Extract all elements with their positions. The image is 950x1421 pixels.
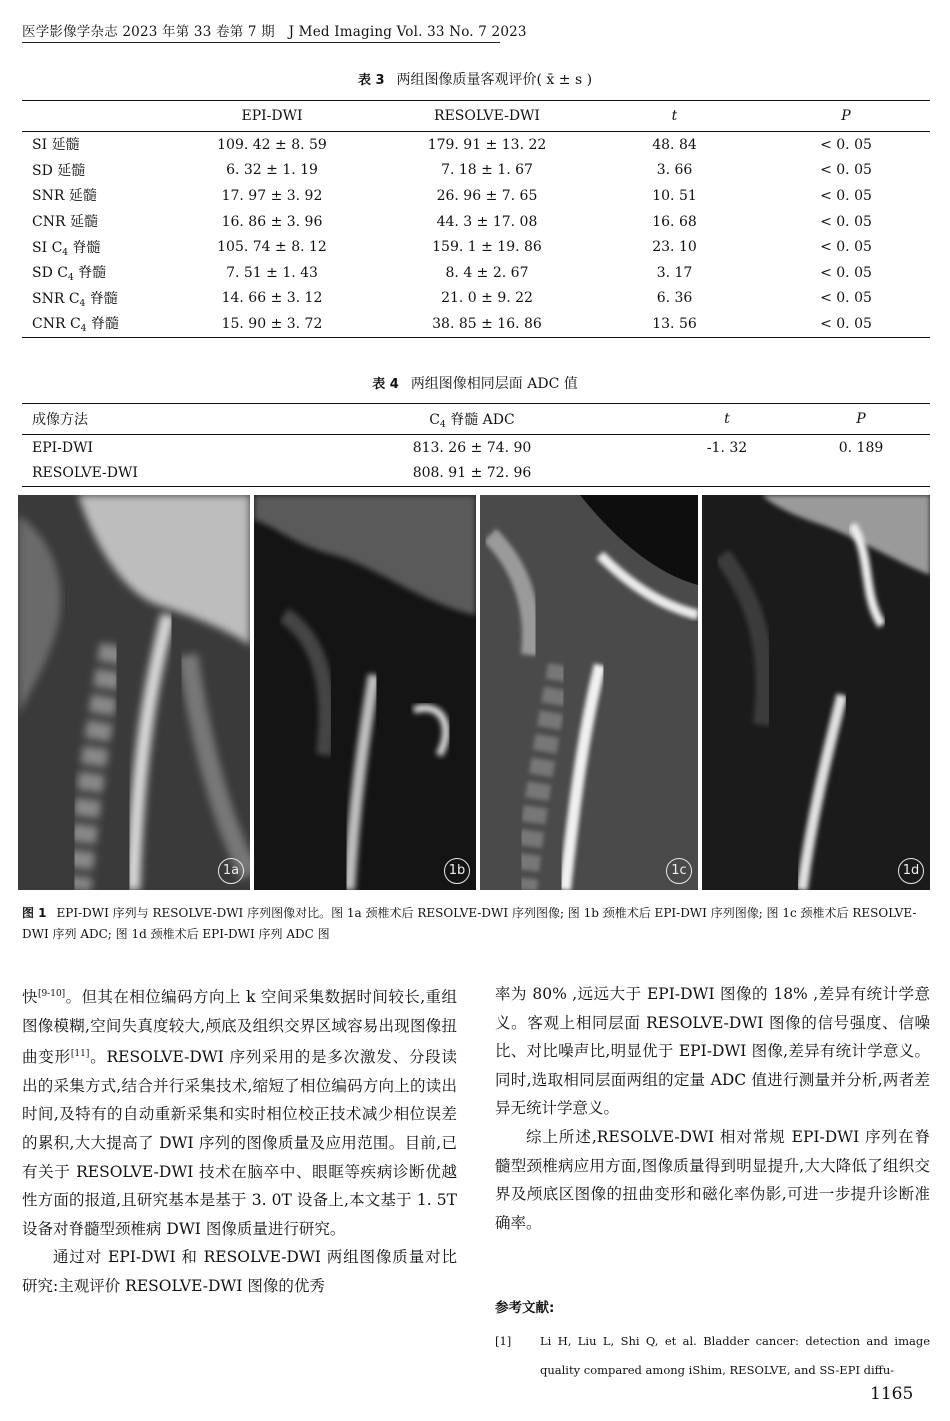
- p-value: < 0. 05: [820, 264, 872, 281]
- header-rule: [22, 42, 500, 43]
- mri-panel-1d: [702, 495, 930, 890]
- table4-row: [22, 435, 930, 461]
- t-value: 10. 51: [652, 187, 697, 204]
- mri-image-1a: [18, 495, 250, 890]
- table3-row: [22, 132, 930, 158]
- method: EPI-DWI: [32, 439, 94, 456]
- panel-label-1b: 1b: [444, 858, 470, 884]
- table3-row: [22, 158, 930, 184]
- table4-row: [22, 461, 930, 487]
- t-value: 23. 10: [652, 239, 697, 256]
- t-value: 13. 56: [652, 315, 697, 332]
- row-label: SI 延髓: [32, 137, 80, 154]
- t-value: 48. 84: [652, 136, 697, 153]
- p-value: < 0. 05: [820, 290, 872, 307]
- running-header: 医学影像学杂志 2023 年第 33 卷第 7 期 J Med Imaging Vol. 33 No. 7 2023: [22, 24, 527, 40]
- mri-panel-1b: [254, 495, 476, 890]
- resolve-dwi-value: 7. 18 ± 1. 67: [441, 162, 533, 179]
- table3-caption: [0, 69, 950, 89]
- table4-header-method: 成像方法: [32, 412, 88, 428]
- p-value: < 0. 05: [820, 213, 872, 230]
- row-label: SD $C_4$ 脊髓: [32, 265, 107, 284]
- reference-text: Li H, Liu L, Shi Q, et al. Bladder cancer: detection and image quality compared among iShim, RESOLVE, and SS-EPI diffu-: [540, 1334, 930, 1377]
- p-value: < 0. 05: [820, 187, 872, 204]
- table3-header-1: EPI-DWI: [241, 108, 303, 124]
- mri-image-1b: [254, 495, 476, 890]
- mri-panel-1a: [18, 495, 250, 890]
- resolve-dwi-value: 44. 3 ± 17. 08: [436, 213, 538, 230]
- table3-row: [22, 209, 930, 235]
- resolve-dwi-value: 21. 0 ± 9. 22: [441, 290, 533, 307]
- table3-header-4: P: [841, 108, 851, 124]
- p-value: < 0. 05: [820, 162, 872, 179]
- page-number: 1165: [870, 1384, 914, 1404]
- row-label: CNR $C_4$ 脊髓: [32, 316, 119, 335]
- body-right-column: [495, 980, 930, 1237]
- epi-dwi-value: 109. 42 ± 8. 59: [217, 136, 327, 153]
- table3-row: [22, 234, 930, 260]
- epi-dwi-value: 16. 86 ± 3. 96: [221, 213, 323, 230]
- figure-caption: [22, 903, 930, 945]
- panel-label-1d: 1d: [898, 858, 924, 884]
- table4-caption-label: 表 4: [372, 377, 399, 392]
- body-left-column: [22, 980, 457, 1301]
- table3-row: [22, 260, 930, 286]
- table3-caption-text: 两组图像质量客观评价( x̄ ± s ): [396, 72, 593, 88]
- resolve-dwi-value: 8. 4 ± 2. 67: [445, 264, 529, 281]
- reference-item: [495, 1327, 930, 1385]
- t-value: 3. 17: [656, 264, 693, 281]
- mri-image-1d: [702, 495, 930, 890]
- resolve-dwi-value: 26. 96 ± 7. 65: [436, 187, 538, 204]
- table3: [22, 100, 930, 338]
- table3-header-0: [22, 101, 157, 132]
- epi-dwi-value: 105. 74 ± 8. 12: [217, 239, 327, 256]
- p-value: < 0. 05: [820, 136, 872, 153]
- table3-row: [22, 183, 930, 209]
- left-paragraph-1: 快[9-10]。但其在相位编码方向上 k 空间采集数据时间较长,重组图像模糊,空间失真度较大,颅底及组织交界区域容易出现图像扭曲变形[11]。RESOLVE-DWI 序列采用的是多次激发、分段读出的采集方式,结合并行采集技术,缩短了相位编码方向上的读出时间,及特有的自动重新采集和实时相位校正技术减少相位误差的累积,大大提高了 DWI 序列的图像质量及应用范围。目前,已有关于 RESOLVE-DWI 技术在脑卒中、眼眶等疾病诊断优越性方面的报道,且研究基本是基于 3. 0T 设备上,本文基于 1. 5T 设备对脊髓型颈椎病 DWI 图像质量进行研究。: [22, 988, 457, 1238]
- figure-1: [18, 495, 930, 890]
- p-value: < 0. 05: [820, 315, 872, 332]
- references-title: 参考文献:: [495, 1300, 555, 1316]
- table3-caption-label: 表 3: [357, 73, 385, 88]
- p-value: < 0. 05: [820, 239, 872, 256]
- table3-header-row: [22, 101, 930, 132]
- table3-row: [22, 286, 930, 312]
- figure-caption-text: EPI-DWI 序列与 RESOLVE-DWI 序列图像对比。图 1a 颈椎术后 RESOLVE-DWI 序列图像; 图 1b 颈椎术后 EPI-DWI 序列图像; 图 1c 颈椎术后 RESOLVE-DWI 序列 ADC; 图 1d 颈椎术后 EPI-DWI 序列 ADC 图: [22, 906, 917, 941]
- t-value: 16. 68: [652, 213, 697, 230]
- epi-dwi-value: 6. 32 ± 1. 19: [226, 162, 318, 179]
- table4-caption-text: 两组图像相同层面 ADC 值: [410, 376, 578, 392]
- panel-label-1a: 1a: [218, 858, 244, 884]
- resolve-dwi-value: 38. 85 ± 16. 86: [432, 315, 542, 332]
- row-label: SNR $C_4$ 脊髓: [32, 290, 118, 309]
- table3-header-2: RESOLVE-DWI: [434, 108, 540, 124]
- table4-header-p: P: [856, 411, 866, 427]
- t-value: 6. 36: [656, 290, 693, 307]
- t-value: 3. 66: [656, 162, 693, 179]
- table4-header-t: t: [724, 411, 730, 427]
- left-paragraph-2: 通过对 EPI-DWI 和 RESOLVE-DWI 两组图像质量对比研究:主观评价 RESOLVE-DWI 图像的优秀: [22, 1248, 457, 1295]
- table4-header-adc: $C_4$ 脊髓 ADC: [429, 411, 515, 430]
- row-label: SI $C_4$ 脊髓: [32, 239, 101, 258]
- resolve-dwi-value: 179. 91 ± 13. 22: [427, 136, 547, 153]
- table4-header-row: [22, 404, 930, 435]
- mri-image-1c: [480, 495, 698, 890]
- epi-dwi-value: 14. 66 ± 3. 12: [221, 290, 323, 307]
- row-label: SD 延髓: [32, 162, 86, 179]
- right-paragraph-2: 综上所述,RESOLVE-DWI 相对常规 EPI-DWI 序列在脊髓型颈椎病应用方面,图像质量得到明显提升,大大降低了组织交界及颅底区图像的扭曲变形和磁化率伪影,可进一步提升诊断准确率。: [495, 1127, 930, 1232]
- table4-caption: [0, 373, 950, 393]
- epi-dwi-value: 7. 51 ± 1. 43: [226, 264, 318, 281]
- adc-value: 808. 91 ± 72. 96: [412, 465, 532, 482]
- epi-dwi-value: 17. 97 ± 3. 92: [221, 187, 323, 204]
- mri-panel-1c: [480, 495, 698, 890]
- figure-caption-label: 图 1: [22, 906, 47, 920]
- table3-header-3: t: [671, 108, 678, 124]
- p-value: [792, 461, 930, 487]
- reference-number: [1]: [495, 1334, 512, 1348]
- table3-row: [22, 311, 930, 337]
- panel-label-1c: 1c: [666, 858, 692, 884]
- t-value: -1. 32: [706, 439, 748, 456]
- epi-dwi-value: 15. 90 ± 3. 72: [221, 315, 323, 332]
- table4: [22, 403, 930, 487]
- row-label: CNR 延髓: [32, 214, 98, 231]
- row-label: SNR 延髓: [32, 188, 97, 205]
- t-value: [662, 461, 792, 487]
- resolve-dwi-value: 159. 1 ± 19. 86: [432, 239, 542, 256]
- right-paragraph-1: 率为 80% ,远远大于 EPI-DWI 图像的 18% ,差异有统计学意义。客观上相同层面 RESOLVE-DWI 图像的信号强度、信噪比、对比噪声比,明显优于 EPI-DWI 图像,差异有统计学意义。同时,选取相同层面两组的定量 ADC 值进行测量并分析,两者差异无统计学意义。: [495, 985, 930, 1118]
- p-value: 0. 189: [838, 439, 884, 456]
- method: RESOLVE-DWI: [32, 465, 138, 482]
- adc-value: 813. 26 ± 74. 90: [412, 439, 532, 456]
